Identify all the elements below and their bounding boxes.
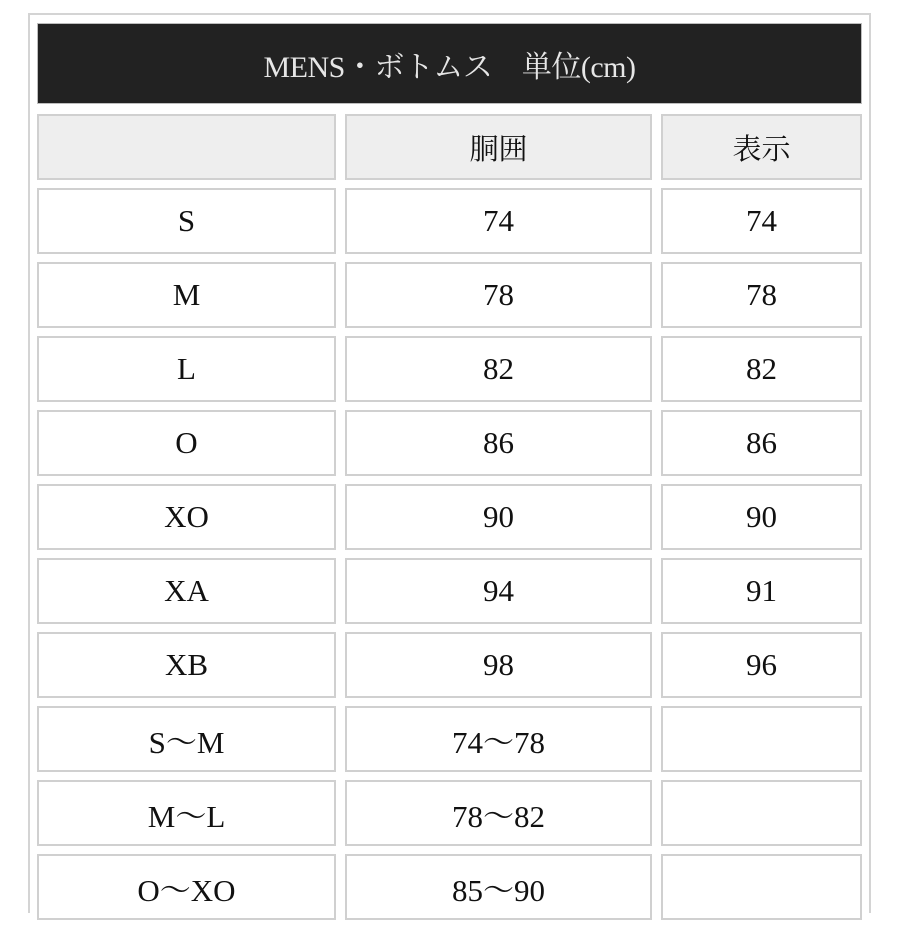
header-size: [37, 114, 336, 180]
size-table: [37, 114, 862, 928]
waist-cell: 74: [345, 188, 652, 254]
label-cell: 78: [661, 262, 862, 328]
waist-cell: 94: [345, 558, 652, 624]
waist-cell: 74〜78: [345, 706, 652, 772]
waist-cell: 86: [345, 410, 652, 476]
waist-cell: 85〜90: [345, 854, 652, 920]
size-cell: S〜M: [37, 706, 336, 772]
table-row: [37, 410, 862, 476]
size-cell: XA: [37, 558, 336, 624]
size-cell: XB: [37, 632, 336, 698]
table-row: [37, 484, 862, 550]
size-cell: M: [37, 262, 336, 328]
label-cell: [661, 780, 862, 846]
waist-cell: 82: [345, 336, 652, 402]
table-header-row: [37, 114, 862, 180]
size-cell: M〜L: [37, 780, 336, 846]
size-cell: O: [37, 410, 336, 476]
label-cell: 82: [661, 336, 862, 402]
label-cell: [661, 854, 862, 920]
size-cell: O〜XO: [37, 854, 336, 920]
table-row: [37, 632, 862, 698]
header-waist: 胴囲: [345, 114, 652, 180]
waist-cell: 78〜82: [345, 780, 652, 846]
table-row: [37, 780, 862, 846]
label-cell: 74: [661, 188, 862, 254]
size-cell: L: [37, 336, 336, 402]
size-cell: S: [37, 188, 336, 254]
table-title: MENS・ボトムス 単位(cm): [37, 23, 862, 104]
waist-cell: 90: [345, 484, 652, 550]
label-cell: 91: [661, 558, 862, 624]
label-cell: 86: [661, 410, 862, 476]
size-cell: XO: [37, 484, 336, 550]
table-row: [37, 558, 862, 624]
table-row: [37, 188, 862, 254]
table-row: [37, 336, 862, 402]
table-row: [37, 262, 862, 328]
table-row: [37, 854, 862, 920]
waist-cell: 78: [345, 262, 652, 328]
label-cell: [661, 706, 862, 772]
label-cell: 96: [661, 632, 862, 698]
label-cell: 90: [661, 484, 862, 550]
table-row: [37, 706, 862, 772]
waist-cell: 98: [345, 632, 652, 698]
header-label: 表示: [661, 114, 862, 180]
